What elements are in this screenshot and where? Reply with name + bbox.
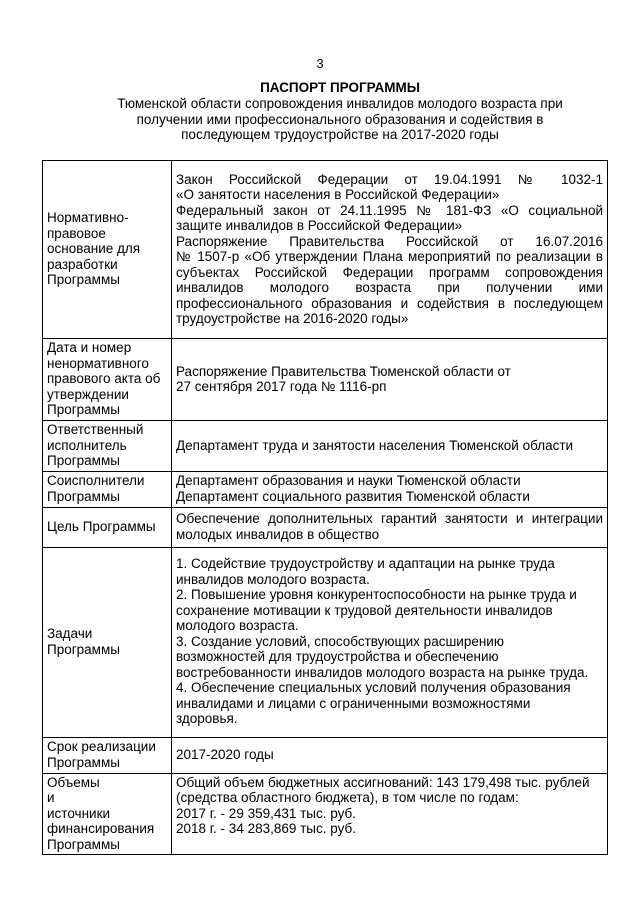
table-row <box>43 339 608 421</box>
value-line: профессионального образования и содействия в последующем <box>176 295 603 311</box>
value-line: 2017 г. - 29 359,431 тыс. руб. <box>176 805 357 821</box>
value-line: Федеральный закон от 24.11.1995 № 181-ФЗ «О социальной <box>176 202 603 218</box>
label-line: Программы <box>47 836 120 852</box>
row-value-co-executors <box>172 471 608 507</box>
label-line: Программы <box>47 754 120 770</box>
value-line: 1. Содействие трудоустройству и адаптации на рынке труда <box>176 556 555 572</box>
table-row <box>43 737 608 773</box>
value-line: 27 сентября 2017 года № 1116-рп <box>176 379 387 394</box>
label-line: источники <box>47 805 111 821</box>
value-line: Закон Российской Федерации от 19.04.1991 № 1032-1 <box>176 171 603 187</box>
subtitle-line: получении ими профессионального образования и содействия в <box>136 111 544 127</box>
table-row <box>43 471 608 507</box>
value-line: инвалидов молодого возраста. <box>176 571 370 587</box>
label-line: утверждении <box>47 386 129 402</box>
value-line: инвалидами и лицами с ограниченными возможностями <box>176 695 531 711</box>
label-line: Дата и номер <box>47 340 132 356</box>
table-row <box>43 161 608 339</box>
row-value-legal-basis <box>172 161 608 339</box>
label-line: Программы <box>47 402 120 418</box>
label-line: Задачи <box>47 626 93 641</box>
row-label-implementation-period <box>43 737 172 773</box>
value-line: здоровья. <box>176 711 238 727</box>
subtitle-line: последующем трудоустройстве на 2017-2020 годы <box>181 127 499 142</box>
label-line: разработки <box>47 256 118 272</box>
row-value-funding <box>172 773 608 855</box>
label-line: правового акта об <box>47 371 161 387</box>
table-row <box>43 547 608 737</box>
value-line: востребованности инвалидов молодого возраста на рынке труда. <box>176 664 589 680</box>
row-value-goal <box>172 507 608 547</box>
row-value-responsible-executor <box>172 421 608 472</box>
value-line: «О занятости населения в Российской Федерации» <box>176 187 500 202</box>
row-label-approval-act <box>43 339 172 421</box>
value-line: Распоряжение Правительства Тюменской области от <box>176 363 511 379</box>
label-line: исполнитель <box>47 437 127 453</box>
row-value-implementation-period <box>172 737 608 773</box>
label-line: финансирования <box>47 821 155 836</box>
passport-table <box>42 160 608 855</box>
label-line: ненормативного <box>47 355 149 371</box>
value-line: субъектах Российской Федерации программ сопровождения <box>176 264 603 280</box>
value-line: молодых инвалидов в общество <box>176 526 380 542</box>
value-line: Распоряжение Правительства Российской от 16.07.2016 <box>176 233 603 249</box>
value-line: Общий объем бюджетных ассигнований: 143 179,498 тыс. рублей <box>176 774 590 790</box>
label-line: правовое <box>47 225 106 241</box>
row-label-goal <box>43 507 172 547</box>
value-line: 2. Повышение уровня конкурентоспособности на рынке труда и <box>176 587 577 603</box>
value-line: 2017-2020 годы <box>176 746 274 762</box>
label-word: Объемы <box>47 774 100 790</box>
value-line: Департамент социального развития Тюменской области <box>176 488 530 504</box>
value-line: Департамент труда и занятости населения Тюменской области <box>176 437 574 453</box>
table-row <box>43 507 608 547</box>
label-line <box>47 775 167 806</box>
label-line: Соисполнители <box>47 473 145 488</box>
label-line: Программы <box>47 453 120 468</box>
value-line: защите инвалидов в Российской Федерации» <box>176 218 463 233</box>
label-line: Нормативно- <box>47 210 129 226</box>
label-line: основание для <box>47 241 141 257</box>
row-label-responsible-executor <box>43 421 172 472</box>
value-line: инвалидов молодого возраста при получении ими <box>176 280 603 295</box>
document-title: ПАСПОРТ ПРОГРАММЫ <box>260 80 420 95</box>
value-line: 2018 г. - 34 283,869 тыс. руб. <box>176 821 357 836</box>
value-line: Департамент образования и науки Тюменской области <box>176 473 521 488</box>
row-value-tasks <box>172 547 608 737</box>
label-word: и <box>47 790 55 805</box>
value-line: сохранение мотивации к трудовой деятельности инвалидов <box>176 602 553 618</box>
value-line: (средства областного бюджета), в том числе по годам: <box>176 790 519 805</box>
subtitle-line: Тюменской области сопровождения инвалидов молодого возраста при <box>117 96 563 111</box>
value-line: возможностей для трудоустройства и обеспечению <box>176 649 499 665</box>
value-line: трудоустройстве на 2016-2020 годы» <box>176 311 409 326</box>
value-line: № 1507-р «Об утверждении Плана мероприятий по реализации в <box>176 249 603 264</box>
value-line: 3. Создание условий, способствующих расширению <box>176 633 504 649</box>
table-row <box>43 773 608 855</box>
row-value-approval-act <box>172 339 608 421</box>
table-row <box>43 421 608 472</box>
document-subtitle <box>60 96 620 143</box>
label-line: Программы <box>47 641 120 657</box>
label-line: Срок реализации <box>47 739 156 754</box>
label-line: Программы <box>47 488 120 504</box>
page-number: 3 <box>316 56 324 71</box>
value-line: молодого возраста. <box>176 618 299 634</box>
row-label-tasks <box>43 547 172 737</box>
row-label-legal-basis <box>43 161 172 339</box>
label-line: Цель Программы <box>47 518 156 534</box>
row-label-co-executors <box>43 471 172 507</box>
value-line: Обеспечение дополнительных гарантий занятости и интеграции <box>176 511 603 526</box>
title-block <box>60 80 620 143</box>
value-line: 4. Обеспечение специальных условий получения образования <box>176 680 571 696</box>
label-line: Программы <box>47 272 120 288</box>
label-line: Ответственный <box>47 422 144 437</box>
row-label-funding <box>43 773 172 855</box>
